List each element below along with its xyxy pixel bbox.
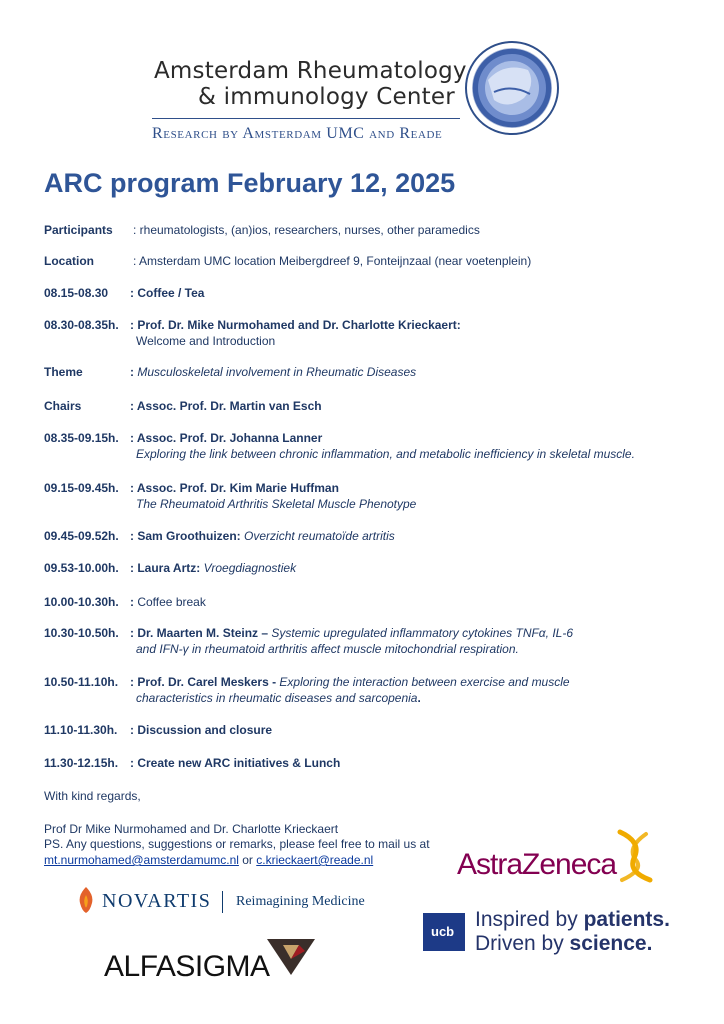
novartis-divider (222, 891, 223, 913)
ucb-tagline-2b: science. (569, 932, 653, 955)
novartis-logo-text: NOVARTIS (102, 890, 212, 912)
program-sep: : (130, 318, 138, 332)
program-speaker: Sam Groothuizen: (137, 529, 241, 543)
program-item (44, 625, 573, 641)
program-sep: : (130, 595, 138, 609)
program-detail: Welcome and Introduction (136, 334, 276, 348)
header-rule (152, 118, 460, 119)
astrazeneca-symbol-icon (612, 828, 658, 884)
program-item (44, 528, 395, 544)
program-time: 08.30-08.35h. (44, 318, 119, 332)
closing-emails (44, 852, 373, 868)
program-item (44, 430, 322, 446)
program-speaker: Dr. Maarten M. Steinz – (137, 626, 269, 640)
location-row (44, 253, 531, 269)
program-time: 10.30-10.50h. (44, 626, 119, 640)
program-sep: : (130, 756, 138, 770)
program-speaker: Coffee / Tea (137, 286, 205, 300)
program-time: 10.50-11.10h. (44, 675, 119, 689)
program-detail (136, 690, 421, 706)
program-detail-text: characteristics in rheumatic diseases and sarcopenia (136, 691, 418, 705)
program-sep: : (130, 626, 138, 640)
program-speaker: Prof. Dr. Mike Nurmohamed and Dr. Charlotte Krieckaert: (137, 318, 461, 332)
program-topic: Exploring the interaction between exercise and muscle (276, 675, 570, 689)
program-item (44, 722, 272, 738)
program-sep: : (130, 286, 138, 300)
program-item (44, 285, 204, 301)
program-sep: : (130, 481, 137, 495)
program-item (44, 594, 206, 610)
program-item (44, 364, 416, 380)
program-time: 08.15-08.30 (44, 286, 109, 300)
alfasigma-logo-text: ALFASIGMA (104, 950, 270, 983)
participants-row (44, 222, 480, 238)
program-detail (136, 446, 635, 462)
program-plain: Coffee break (137, 595, 206, 609)
program-time: 11.30-12.15h. (44, 756, 119, 770)
center-name-line2: & immunology Center (198, 84, 455, 110)
program-sep: : (130, 529, 138, 543)
program-detail-text: and IFN-γ in rheumatoid arthritis affect muscle mitochondrial respiration. (136, 642, 519, 656)
program-speaker: Discussion and closure (137, 723, 273, 737)
program-time: 10.00-10.30h. (44, 595, 119, 609)
novartis-flame-icon (74, 885, 98, 915)
ucb-tagline-1a: Inspired by (475, 908, 584, 931)
program-sep: : (130, 723, 138, 737)
program-sep: : (130, 431, 137, 445)
program-item (44, 560, 296, 576)
arc-globe-logo (464, 40, 560, 136)
center-name-line1: Amsterdam Rheumatology (154, 58, 467, 84)
program-detail-end: . (417, 691, 421, 705)
location-value: : Amsterdam UMC location Meibergdreef 9, Fonteijnzaal (near voetenplein) (133, 254, 532, 268)
closing-ps: PS. Any questions, suggestions or remarks, please feel free to mail us at (44, 837, 430, 851)
program-item (44, 755, 340, 771)
ucb-tagline-1b: patients. (583, 908, 670, 931)
closing-signature: Prof Dr Mike Nurmohamed and Dr. Charlotte Krieckaert (44, 822, 339, 836)
program-speaker: Prof. Dr. Carel Meskers - (137, 675, 277, 689)
closing-regards: With kind regards, (44, 789, 141, 803)
email-link-krieckaert[interactable]: c.krieckaert@reade.nl (256, 853, 374, 867)
program-sep: : (130, 399, 137, 413)
program-detail (136, 641, 519, 657)
program-time: Chairs (44, 399, 82, 413)
ucb-tagline-line2 (475, 932, 652, 956)
program-time: 11.10-11.30h. (44, 723, 118, 737)
location-label: Location (44, 254, 94, 268)
program-detail-text: The Rheumatoid Arthritis Skeletal Muscle Phenotype (136, 497, 417, 511)
center-subtitle: Research by Amsterdam UMC and Reade (152, 125, 443, 142)
program-speaker: Assoc. Prof. Dr. Martin van Esch (136, 399, 322, 413)
alfasigma-triangle-icon (265, 937, 317, 977)
program-topic: Musculoskeletal involvement in Rheumatic Diseases (137, 365, 417, 379)
participants-value: : rheumatologists, (an)ios, researchers, nurses, other paramedics (133, 223, 480, 237)
program-item (44, 480, 339, 496)
program-topic: Overzicht reumatoïde artritis (240, 529, 395, 543)
program-topic: Systemic upregulated inflammatory cytokines TNFα, IL-6 (268, 626, 573, 640)
participants-label: Participants (44, 223, 113, 237)
astrazeneca-logo-text: AstraZeneca (457, 848, 617, 881)
program-speaker: Create new ARC initiatives & Lunch (137, 756, 341, 770)
program-detail-text: Exploring the link between chronic inflammation, and metabolic inefficiency in skeletal muscle. (136, 447, 635, 461)
program-sep: : (130, 561, 138, 575)
program-item (44, 317, 461, 333)
program-time: Theme (44, 365, 83, 379)
ucb-badge-text: ucb (431, 924, 455, 939)
ucb-badge-icon (423, 913, 465, 951)
program-item (44, 674, 570, 690)
program-speaker: Assoc. Prof. Dr. Johanna Lanner (136, 431, 323, 445)
ucb-tagline-line1 (475, 908, 670, 932)
program-sep: : (130, 675, 138, 689)
program-sep: : (130, 365, 138, 379)
program-item (44, 398, 322, 414)
email-link-nurmohamed[interactable]: mt.nurmohamed@amsterdamumc.nl (44, 853, 239, 867)
program-time: 09.53-10.00h. (44, 561, 119, 575)
page-title: ARC program February 12, 2025 (44, 168, 456, 198)
email-or: or (238, 853, 257, 867)
program-speaker: Assoc. Prof. Dr. Kim Marie Huffman (136, 481, 339, 495)
ucb-tagline-2a: Driven by (475, 932, 570, 955)
program-detail (136, 496, 416, 512)
program-topic: Vroegdiagnostiek (200, 561, 297, 575)
program-time: 09.45-09.52h. (44, 529, 119, 543)
program-speaker: Laura Artz: (137, 561, 201, 575)
novartis-tagline: Reimagining Medicine (236, 894, 365, 909)
program-time: 08.35-09.15h. (44, 431, 119, 445)
program-time: 09.15-09.45h. (44, 481, 119, 495)
